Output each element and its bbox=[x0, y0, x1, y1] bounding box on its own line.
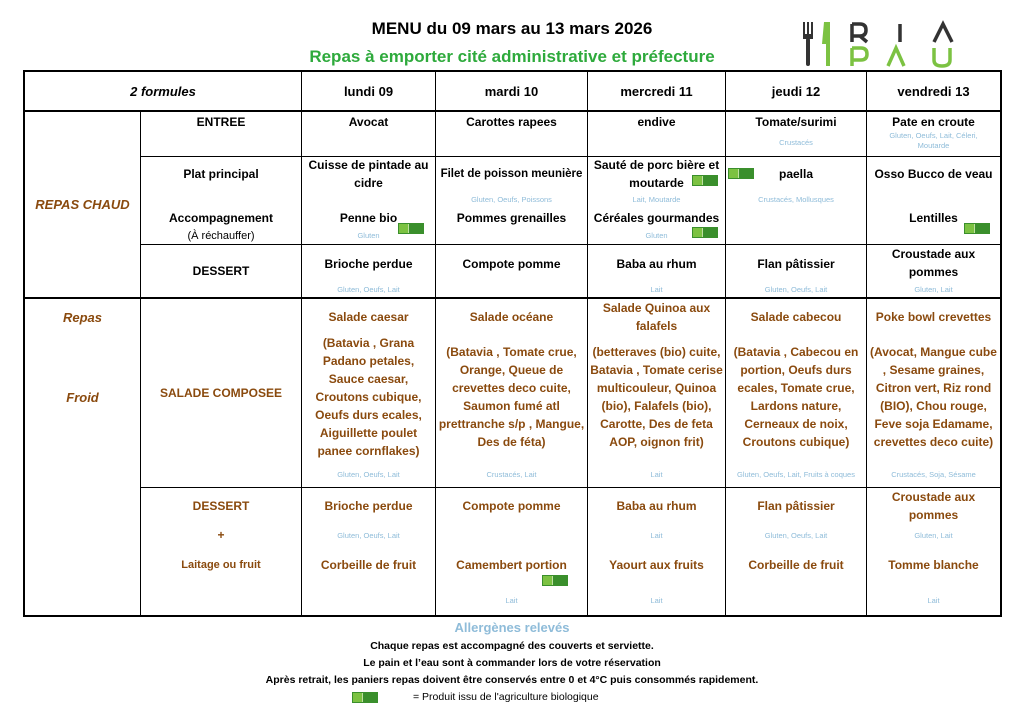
dessert-froid-label: DESSERT bbox=[192, 499, 250, 513]
allergen-note: Crustacés, Mollusques bbox=[758, 195, 834, 204]
entree-item: Tomate/surimi bbox=[755, 115, 837, 129]
allergen-note: Gluten, Lait bbox=[914, 285, 953, 294]
salade-name: Salade Quinoa aux falafels bbox=[602, 301, 711, 333]
plus-sign: + bbox=[217, 528, 225, 542]
allergen-note: Lait bbox=[650, 285, 663, 294]
bio-label-icon bbox=[542, 575, 568, 586]
allergen-note: Gluten bbox=[357, 231, 380, 240]
allergen-note: Gluten, Lait bbox=[914, 531, 953, 540]
plat-item: Osso Bucco de veau bbox=[874, 167, 993, 181]
allergen-note: Lait bbox=[927, 596, 940, 605]
footer-line: Chaque repas est accompagné des couverts et serviette. bbox=[370, 640, 654, 652]
entree-item: Pate en croute bbox=[892, 115, 975, 129]
accompagnement-item: Céréales gourmandes bbox=[593, 211, 720, 225]
allergen-note: Gluten, Oeufs, Poissons bbox=[471, 195, 552, 204]
allergen-note: Crustacés, Soja, Sésame bbox=[891, 470, 976, 479]
footer-line: Le pain et l’eau sont à commander lors de votre réservation bbox=[363, 657, 661, 669]
accompagnement-item: Pommes grenailles bbox=[456, 211, 567, 225]
repas-chaud-label: REPAS CHAUD bbox=[35, 197, 130, 212]
salade-description: (Batavia , Cabecou en portion, Oeufs durs ecales, Tomate crue, Lardons nature, Cerneaux de noix, Croutons cubique) bbox=[733, 345, 859, 449]
allergen-note: Gluten, Oeufs, Lait bbox=[337, 531, 400, 540]
day-header: vendredi 13 bbox=[897, 84, 970, 99]
dessert-item: Brioche perdue bbox=[324, 499, 413, 513]
allergen-note: Lait bbox=[650, 596, 663, 605]
laitage-label: Laitage ou fruit bbox=[181, 559, 261, 571]
plat-item: Cuisse de pintade au cidre bbox=[308, 158, 429, 190]
laitage-item: Yaourt aux fruits bbox=[609, 558, 704, 572]
salade-description: (Batavia , Grana Padano petales, Sauce caesar, Croutons cubique, Oeufs durs ecales, Aiguillette poulet panee cornflakes) bbox=[315, 336, 422, 458]
allergen-note: Gluten, Oeufs, Lait, Céleri, Moutarde bbox=[889, 131, 978, 150]
dessert-item: Baba au rhum bbox=[616, 499, 697, 513]
salade-name: Poke bowl crevettes bbox=[875, 310, 992, 324]
allergen-note: Lait bbox=[650, 531, 663, 540]
accompagnement-item: Lentilles bbox=[909, 211, 958, 225]
day-header: jeudi 12 bbox=[771, 84, 821, 99]
accompagnement-label: Accompagnement bbox=[168, 211, 274, 225]
bio-label-icon bbox=[352, 692, 378, 703]
allergen-note: Gluten, Oeufs, Lait bbox=[764, 285, 828, 294]
salade-name: Salade caesar bbox=[328, 310, 409, 324]
dessert-item: Brioche perdue bbox=[324, 257, 413, 271]
salade-description: (Avocat, Mangue cube , Sesame graines, Citron vert, Riz rond (BIO), Chou rouge, Feve soja Edamame, crevettes deco cuite) bbox=[870, 345, 997, 449]
laitage-item: Corbeille de fruit bbox=[320, 558, 417, 572]
rechauffer-note: (À réchauffer) bbox=[187, 230, 255, 242]
dessert-item: Baba au rhum bbox=[616, 257, 697, 271]
dessert-item: Flan pâtissier bbox=[757, 499, 835, 513]
laitage-item: Corbeille de fruit bbox=[748, 558, 844, 572]
dessert-label: DESSERT bbox=[192, 264, 250, 278]
allergen-note: Lait bbox=[505, 596, 518, 605]
plat-principal-label: Plat principal bbox=[183, 167, 259, 181]
laitage-item: Camembert portion bbox=[456, 558, 567, 572]
cutlery-icon bbox=[803, 22, 830, 66]
dessert-item: Croustade aux pommes bbox=[891, 247, 976, 279]
allergen-note: Gluten, Oeufs, Lait bbox=[337, 285, 400, 294]
salade-name: Salade océane bbox=[469, 310, 554, 324]
allergen-note: Crustacés bbox=[779, 138, 813, 147]
allergen-note: Gluten, Oeufs, Lait, Fruits à coques bbox=[737, 470, 855, 479]
dessert-item: Croustade aux pommes bbox=[891, 490, 976, 522]
allergen-note: Lait bbox=[650, 470, 663, 479]
entree-item: Carottes rapees bbox=[466, 115, 557, 129]
plat-item: Filet de poisson meunière bbox=[440, 168, 583, 180]
bio-label-icon bbox=[964, 223, 990, 234]
logo bbox=[800, 18, 990, 70]
footer-line: Après retrait, les paniers repas doivent être conservés entre 0 et 4°C puis consommés rapidement. bbox=[265, 674, 759, 686]
day-header: mercredi 11 bbox=[620, 84, 693, 99]
entree-label: ENTREE bbox=[196, 115, 246, 129]
bio-label-icon bbox=[728, 168, 754, 179]
dessert-item: Flan pâtissier bbox=[757, 257, 835, 271]
laitage-item: Tomme blanche bbox=[888, 558, 979, 572]
entree-item: Avocat bbox=[348, 115, 389, 129]
bio-legend: = Produit issu de l'agriculture biologique bbox=[413, 691, 599, 703]
allergen-note: Lait, Moutarde bbox=[632, 195, 681, 204]
allergen-note: Gluten, Oeufs, Lait bbox=[764, 531, 828, 540]
bio-label-icon bbox=[692, 175, 718, 186]
allergen-note: Crustacés, Lait bbox=[486, 470, 537, 479]
dessert-item: Compote pomme bbox=[462, 257, 561, 271]
repas-froid-label: Froid bbox=[66, 390, 99, 405]
allergen-note: Gluten, Oeufs, Lait bbox=[337, 470, 400, 479]
day-header: lundi 09 bbox=[343, 84, 394, 99]
allergens-title: Allergènes relevés bbox=[454, 620, 570, 635]
accompagnement-item: Penne bio bbox=[339, 211, 398, 225]
salade-name: Salade cabecou bbox=[750, 310, 842, 324]
salade-description: (betteraves (bio) cuite, Batavia , Tomate cerise multicouleur, Quinoa (bio), Falafels (bio), Carotte, Des de feta AOP, oignon frit) bbox=[590, 345, 723, 449]
page-subtitle: Repas à emporter cité administrative et préfecture bbox=[309, 47, 715, 66]
entree-item: endive bbox=[637, 115, 676, 129]
day-header: mardi 10 bbox=[484, 84, 539, 99]
allergen-note: Gluten bbox=[645, 231, 668, 240]
page-title: MENU du 09 mars au 13 mars 2026 bbox=[371, 19, 653, 38]
salade-composee-label: SALADE COMPOSEE bbox=[159, 386, 282, 400]
dessert-item: Compote pomme bbox=[462, 499, 561, 513]
plat-item: paella bbox=[778, 167, 814, 181]
salade-description: (Batavia , Tomate crue, Orange, Queue de crevettes deco cuite, Saumon fumé atl prettranche s/p , Mangue, Des de féta) bbox=[438, 345, 585, 449]
plat-item: Sauté de porc bière et moutarde bbox=[593, 158, 720, 190]
formules-label: 2 formules bbox=[130, 84, 196, 99]
repas-froid-label: Repas bbox=[62, 310, 103, 325]
